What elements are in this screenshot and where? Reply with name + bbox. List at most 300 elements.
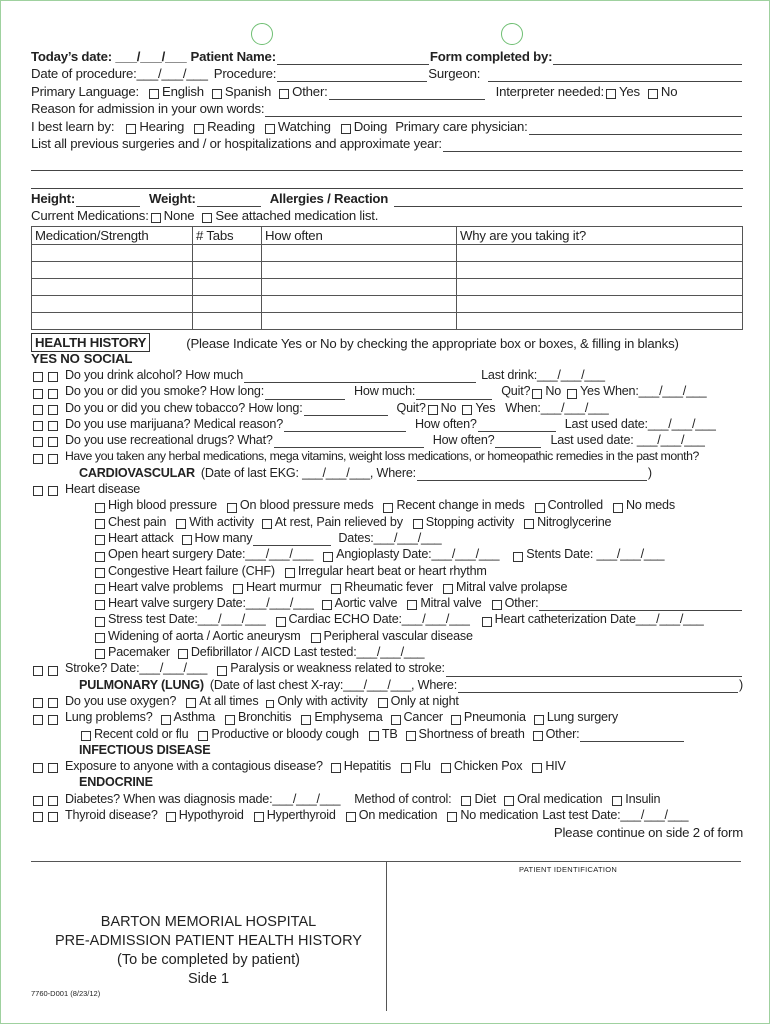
primary-care-physician-label: Primary care physician:: [395, 118, 528, 134]
hiv-checkbox[interactable]: [532, 763, 542, 773]
all-times-label: At all times: [199, 693, 259, 708]
recent-cold-checkbox[interactable]: [81, 731, 91, 741]
stopping-activity-label: Stopping activity: [425, 514, 515, 529]
widening-label: Widening of aorta / Aortic aneurysm: [108, 628, 301, 643]
herbal-yes-checkbox[interactable]: [33, 454, 43, 464]
no-medication-checkbox[interactable]: [447, 812, 457, 822]
smoke-how-much-label: How much:: [354, 384, 416, 399]
medication-table-header: [32, 227, 743, 245]
drugs-yes-checkbox[interactable]: [33, 437, 43, 447]
pulm-other-field[interactable]: [580, 729, 684, 742]
reading-label: Reading: [207, 118, 255, 134]
chest-pain-label: Chest pain: [108, 514, 167, 529]
heart-attack-label: Heart attack: [108, 530, 174, 545]
asthma-checkbox[interactable]: [161, 715, 171, 725]
hyperthyroid-label: Hyperthyroid: [266, 808, 336, 823]
productive-cough-label: Productive or bloody cough: [211, 726, 359, 741]
alcohol-amount-field[interactable]: [244, 370, 476, 383]
height-field[interactable]: [76, 194, 140, 207]
no-meds-checkbox[interactable]: [613, 503, 623, 513]
row-alcohol: [31, 367, 743, 383]
hypothyroid-label: Hypothyroid: [178, 808, 244, 823]
see-attached-label: See attached medication list.: [215, 208, 379, 223]
row-heart-disease: [31, 481, 743, 497]
murmur-label: Heart murmur: [246, 579, 322, 594]
paralysis-label: Paralysis or weakness related to stroke:: [230, 661, 445, 676]
tobacco-when-label: When:___/___/___: [505, 400, 609, 415]
hearing-checkbox[interactable]: [126, 124, 136, 134]
previous-surgeries-line-2[interactable]: [31, 152, 743, 171]
pacemaker-label: Pacemaker: [108, 645, 170, 660]
previous-surgeries-label: List all previous surgeries and / or hospitalizations and approximate year:: [31, 136, 442, 151]
other-language-label: Other:: [292, 83, 328, 99]
surgeon-field[interactable]: [488, 69, 742, 82]
only-activity-label: Only with activity: [277, 693, 368, 708]
heart-disease-yes-checkbox[interactable]: [33, 486, 43, 496]
row-recreational: [31, 432, 743, 448]
row-health-history: [31, 330, 743, 352]
echo-label: Cardiac ECHO Date:___/___/___: [288, 612, 470, 627]
hospital-name: BARTON MEMORIAL HOSPITAL: [100, 914, 317, 930]
row-pacemaker: [31, 644, 743, 660]
open-heart-checkbox[interactable]: [95, 552, 105, 562]
hyperthyroid-checkbox[interactable]: [254, 812, 264, 822]
lung-yes-checkbox[interactable]: [33, 715, 43, 725]
patient-identification-label: PATIENT IDENTIFICATION: [519, 865, 618, 874]
xray-close-paren: ): [739, 677, 743, 692]
smoke-no-checkbox[interactable]: [48, 389, 58, 399]
form-subtitle: (To be completed by patient): [117, 952, 300, 968]
stress-test-checkbox[interactable]: [95, 617, 105, 627]
alcohol-yes-checkbox[interactable]: [33, 372, 43, 382]
tobacco-quit-yes-label: Yes: [475, 400, 496, 415]
row-smoke: [31, 383, 743, 399]
table-row[interactable]: [32, 313, 743, 330]
lung-problems-label: Lung problems?: [65, 710, 153, 725]
see-attached-checkbox[interactable]: [202, 213, 212, 223]
open-heart-label: Open heart surgery Date:___/___/___: [108, 547, 314, 562]
only-night-label: Only at night: [390, 693, 459, 708]
cancer-label: Cancer: [403, 710, 443, 725]
row-high-bp: [31, 497, 743, 513]
productive-cough-checkbox[interactable]: [198, 731, 208, 741]
allergies-field[interactable]: [394, 194, 742, 207]
only-night-checkbox[interactable]: [378, 698, 388, 708]
row-surgeries: [31, 135, 743, 153]
pacemaker-checkbox[interactable]: [95, 649, 105, 659]
date-of-procedure-label: Date of procedure:___/___/___: [31, 66, 208, 81]
sob-checkbox[interactable]: [406, 731, 416, 741]
at-rest-label: At rest, Pain relieved by: [274, 514, 403, 529]
no-meds-label: No meds: [625, 498, 675, 513]
heart-attack-dates-label: Dates:___/___/___: [338, 530, 442, 545]
oral-med-checkbox[interactable]: [504, 796, 514, 806]
emphysema-checkbox[interactable]: [301, 715, 311, 725]
smoke-how-long-field[interactable]: [265, 387, 345, 400]
heart-attack-checkbox[interactable]: [95, 535, 105, 545]
valve-problems-label: Heart valve problems: [108, 579, 223, 594]
exposure-yes-checkbox[interactable]: [33, 763, 43, 773]
irregular-checkbox[interactable]: [285, 568, 295, 578]
row-current-meds: [31, 207, 743, 225]
stents-checkbox[interactable]: [513, 552, 523, 562]
method-of-control-label: Method of control:: [354, 791, 452, 806]
tb-checkbox[interactable]: [369, 731, 379, 741]
side-label: Side 1: [187, 971, 230, 987]
smoke-quit-yes-checkbox[interactable]: [567, 389, 577, 399]
marijuana-how-often-field[interactable]: [478, 419, 556, 432]
medication-table: [31, 226, 743, 330]
ekg-close-paren: ): [647, 465, 652, 480]
tb-label: TB: [381, 726, 398, 741]
no-medication-label: No medication: [460, 808, 539, 823]
health-history-title: HEALTH HISTORY: [31, 333, 150, 352]
nitroglycerine-checkbox[interactable]: [524, 519, 534, 529]
row-learn: [31, 117, 743, 135]
marijuana-label: Do you use marijuana? Medical reason?: [65, 416, 284, 431]
drugs-no-checkbox[interactable]: [48, 437, 58, 447]
col-tabs: # Tabs: [193, 227, 262, 245]
valve-other-field[interactable]: [539, 598, 742, 611]
diet-checkbox[interactable]: [461, 796, 471, 806]
allergies-label: Allergies / Reaction: [269, 190, 389, 206]
diabetes-no-checkbox[interactable]: [48, 796, 58, 806]
oxygen-label: Do you use oxygen?: [65, 693, 177, 708]
form-completed-by-field[interactable]: [553, 52, 742, 65]
tobacco-yes-checkbox[interactable]: [33, 405, 43, 415]
smoke-quit-no-label: No: [545, 384, 562, 399]
drugs-how-often-label: How often?: [432, 433, 495, 448]
lung-surgery-label: Lung surgery: [546, 710, 618, 725]
cancer-checkbox[interactable]: [391, 715, 401, 725]
col-medication: Medication/Strength: [32, 227, 193, 245]
table-row[interactable]: [32, 245, 743, 262]
all-times-checkbox[interactable]: [186, 698, 196, 708]
lung-no-checkbox[interactable]: [48, 715, 58, 725]
high-bp-label: High blood pressure: [108, 498, 217, 513]
on-medication-label: On medication: [358, 808, 438, 823]
hiv-label: HIV: [545, 759, 566, 774]
bp-meds-checkbox[interactable]: [227, 503, 237, 513]
bronchitis-checkbox[interactable]: [225, 715, 235, 725]
recreational-drugs-label: Do you use recreational drugs? What?: [65, 433, 273, 448]
marijuana-no-checkbox[interactable]: [48, 421, 58, 431]
row-valve-problems: [31, 579, 743, 595]
rheumatic-label: Rheumatic fever: [344, 579, 433, 594]
table-row[interactable]: [32, 279, 743, 296]
weight-label: Weight:: [149, 190, 196, 206]
thyroid-yes-checkbox[interactable]: [33, 812, 43, 822]
flu-checkbox[interactable]: [401, 763, 411, 773]
heart-disease-label: Heart disease: [65, 482, 141, 497]
pulm-other-label: Other:: [545, 726, 580, 741]
insulin-checkbox[interactable]: [612, 796, 622, 806]
surgeon-label: Surgeon:: [428, 66, 481, 81]
smoke-yes-checkbox[interactable]: [33, 389, 43, 399]
heart-disease-no-checkbox[interactable]: [48, 486, 58, 496]
tobacco-how-long-field[interactable]: [304, 403, 388, 416]
irregular-label: Irregular heart beat or heart rhythm: [297, 563, 487, 578]
recent-cold-label: Recent cold or flu: [94, 726, 189, 741]
row-endocrine-title: [31, 774, 743, 790]
row-heart-attack: [31, 530, 743, 546]
pneumonia-checkbox[interactable]: [451, 715, 461, 725]
exposure-no-checkbox[interactable]: [48, 763, 58, 773]
pvd-checkbox[interactable]: [311, 633, 321, 643]
mitral-prolapse-checkbox[interactable]: [443, 584, 453, 594]
sob-label: Shortness of breath: [418, 726, 525, 741]
lung-surgery-checkbox[interactable]: [534, 715, 544, 725]
interpreter-needed-label: Interpreter needed:: [495, 83, 604, 99]
previous-surgeries-field[interactable]: [443, 139, 742, 152]
smoke-quit-label: Quit?: [501, 384, 531, 399]
emphysema-label: Emphysema: [314, 710, 383, 725]
diabetes-yes-checkbox[interactable]: [33, 796, 43, 806]
oral-med-label: Oral medication: [517, 791, 603, 806]
reason-for-admission-field[interactable]: [265, 104, 742, 117]
row-recent-cold: [31, 726, 743, 742]
row-marijuana: [31, 416, 743, 432]
xray-where-field[interactable]: [458, 680, 738, 693]
pulmonary-title: PULMONARY (LUNG): [79, 677, 204, 692]
paralysis-field[interactable]: [446, 664, 742, 677]
row-lung-problems: [31, 709, 743, 725]
row-stroke: [31, 660, 743, 676]
chicken-pox-checkbox[interactable]: [441, 763, 451, 773]
health-history-instructions: (Please Indicate Yes or No by checking the appropriate box or boxes, & filling in blanks): [186, 336, 679, 351]
herbal-no-checkbox[interactable]: [48, 454, 58, 464]
marijuana-reason-field[interactable]: [284, 419, 406, 432]
doing-checkbox[interactable]: [341, 124, 351, 134]
row-exposure: [31, 758, 743, 774]
pulm-other-checkbox[interactable]: [533, 731, 543, 741]
row-continue: [31, 823, 743, 841]
nitroglycerine-label: Nitroglycerine: [537, 514, 612, 529]
thyroid-last-test-label: Last test Date:___/___/___: [542, 808, 689, 823]
pneumonia-label: Pneumonia: [463, 710, 526, 725]
ekg-where-field[interactable]: [417, 468, 647, 481]
stroke-yes-checkbox[interactable]: [33, 666, 43, 676]
smoke-how-much-field[interactable]: [416, 387, 492, 400]
watching-checkbox[interactable]: [265, 124, 275, 134]
tobacco-label: Do you or did you chew tobacco? How long:: [65, 400, 303, 415]
hospital-block: [31, 913, 386, 989]
how-many-label: How many: [194, 530, 253, 545]
chf-label: Congestive Heart failure (CHF): [108, 563, 275, 578]
last-drink-label: Last drink:___/___/___: [481, 368, 605, 382]
row-thyroid: [31, 807, 743, 823]
mitral-label: Mitral valve: [420, 596, 482, 611]
recreational-drugs-field[interactable]: [274, 435, 424, 448]
form-content: [31, 47, 743, 841]
valve-other-checkbox[interactable]: [492, 600, 502, 610]
aortic-checkbox[interactable]: [322, 600, 332, 610]
col-how-often: How often: [262, 227, 457, 245]
alcohol-no-checkbox[interactable]: [48, 372, 58, 382]
with-activity-checkbox[interactable]: [176, 519, 186, 529]
cath-label: Heart catheterization Date___/___/___: [494, 612, 704, 627]
ekg-label: (Date of last EKG: ___/___/___, Where:: [200, 465, 416, 480]
current-medications-label: Current Medications:: [31, 208, 149, 223]
row-procedure: [31, 65, 743, 83]
tobacco-quit-no-label: No: [440, 400, 457, 415]
row-pulmonary-title: [31, 677, 743, 693]
continue-note: Please continue on side 2 of form: [553, 825, 743, 841]
drugs-how-often-field[interactable]: [495, 435, 541, 448]
doing-label: Doing: [353, 118, 388, 134]
high-bp-checkbox[interactable]: [95, 503, 105, 513]
english-checkbox[interactable]: [149, 89, 159, 99]
tobacco-quit-label: Quit?: [396, 400, 426, 415]
how-many-checkbox[interactable]: [182, 535, 192, 545]
marijuana-last-used-label: Last used date:___/___/___: [564, 416, 716, 431]
row-tobacco: [31, 400, 743, 416]
oxygen-no-checkbox[interactable]: [48, 698, 58, 708]
recent-change-checkbox[interactable]: [383, 503, 393, 513]
tobacco-no-checkbox[interactable]: [48, 405, 58, 415]
other-language-checkbox[interactable]: [279, 89, 289, 99]
valve-surgery-label: Heart valve surgery Date:___/___/___: [108, 596, 314, 611]
valve-other-label: Other:: [504, 596, 539, 611]
interpreter-no-label: No: [660, 83, 678, 99]
defib-label: Defibrillator / AICD Last tested:___/___/___: [190, 645, 425, 660]
exposure-label: Exposure to anyone with a contagious disease?: [65, 759, 323, 774]
footer-vertical-divider: [386, 861, 387, 1011]
marijuana-how-often-label: How often?: [415, 416, 477, 431]
meds-none-label: None: [163, 208, 195, 223]
marijuana-yes-checkbox[interactable]: [33, 421, 43, 431]
angioplasty-checkbox[interactable]: [323, 552, 333, 562]
procedure-field[interactable]: [277, 69, 427, 82]
asthma-label: Asthma: [173, 710, 216, 725]
stents-label: Stents Date: ___/___/___: [526, 547, 665, 562]
tobacco-quit-yes-checkbox[interactable]: [462, 405, 472, 415]
thyroid-label: Thyroid disease?: [65, 808, 158, 823]
patient-name-field[interactable]: [277, 52, 429, 65]
hearing-label: Hearing: [139, 118, 185, 134]
diabetes-label: Diabetes? When was diagnosis made:___/___/___: [65, 791, 341, 806]
paralysis-checkbox[interactable]: [217, 666, 227, 676]
controlled-checkbox[interactable]: [535, 503, 545, 513]
cardiovascular-title: CARDIOVASCULAR: [79, 465, 195, 480]
previous-surgeries-line-3[interactable]: [31, 171, 743, 190]
murmur-checkbox[interactable]: [233, 584, 243, 594]
table-row[interactable]: [32, 296, 743, 313]
height-label: Height:: [31, 190, 76, 206]
angioplasty-label: Angioplasty Date:___/___/___: [336, 547, 500, 562]
recent-change-label: Recent change in meds: [396, 498, 525, 513]
hypothyroid-checkbox[interactable]: [166, 812, 176, 822]
row-oxygen: [31, 693, 743, 709]
herbal-label: Have you taken any herbal medications, mega vitamins, weight loss medications, or homeopathic remedies in the past month?: [65, 449, 699, 464]
infectious-title: INFECTIOUS DISEASE: [79, 742, 211, 757]
chf-checkbox[interactable]: [95, 568, 105, 578]
row-herbal: [31, 448, 743, 464]
with-activity-label: With activity: [189, 514, 254, 529]
xray-label: (Date of last chest X-ray:___/___/___, Where:: [209, 677, 458, 692]
row-yes-no-social: [31, 352, 743, 367]
row-open-heart: [31, 546, 743, 562]
alcohol-label: Do you drink alcohol? How much: [65, 368, 244, 382]
row-reason: [31, 100, 743, 118]
defib-checkbox[interactable]: [178, 649, 188, 659]
table-row[interactable]: [32, 262, 743, 279]
stopping-activity-checkbox[interactable]: [413, 519, 423, 529]
patient-name-label: Patient Name:: [190, 48, 276, 64]
binder-hole-left: [251, 23, 273, 45]
form-number: 7760-D001 (8/23/12): [31, 989, 101, 998]
smoke-label: Do you or did you smoke? How long:: [65, 384, 265, 399]
smoke-quit-yes-when-label: Yes When:___/___/___: [580, 384, 707, 399]
row-valve-surgery: [31, 595, 743, 611]
tobacco-quit-no-checkbox[interactable]: [428, 405, 438, 415]
interpreter-yes-label: Yes: [618, 83, 640, 99]
thyroid-no-checkbox[interactable]: [48, 812, 58, 822]
footer: [31, 861, 741, 1011]
hepatitis-label: Hepatitis: [343, 759, 391, 774]
procedure-label: Procedure:: [213, 66, 277, 81]
oxygen-yes-checkbox[interactable]: [33, 698, 43, 708]
row-diabetes: [31, 791, 743, 807]
form-completed-by-label: Form completed by:: [429, 48, 553, 64]
pvd-label: Peripheral vascular disease: [323, 628, 473, 643]
row-height-weight: [31, 189, 743, 207]
how-many-field[interactable]: [253, 533, 331, 546]
best-learn-by-label: I best learn by:: [31, 118, 115, 134]
row-todays-date: [31, 47, 743, 65]
binder-hole-right: [501, 23, 523, 45]
weight-field[interactable]: [197, 194, 261, 207]
widening-checkbox[interactable]: [95, 633, 105, 643]
insulin-label: Insulin: [625, 791, 661, 806]
chicken-pox-label: Chicken Pox: [453, 759, 523, 774]
yes-no-header: YES NO: [31, 351, 80, 366]
row-widening: [31, 628, 743, 644]
spanish-checkbox[interactable]: [212, 89, 222, 99]
hepatitis-checkbox[interactable]: [331, 763, 341, 773]
form-title: PRE-ADMISSION PATIENT HEALTH HISTORY: [55, 933, 362, 949]
col-why: Why are you taking it?: [457, 227, 743, 245]
chest-pain-checkbox[interactable]: [95, 519, 105, 529]
valve-surgery-checkbox[interactable]: [95, 600, 105, 610]
primary-care-physician-field[interactable]: [529, 122, 742, 135]
valve-problems-checkbox[interactable]: [95, 584, 105, 594]
smoke-quit-no-checkbox[interactable]: [532, 389, 542, 399]
english-label: English: [162, 83, 204, 99]
on-medication-checkbox[interactable]: [346, 812, 356, 822]
other-language-field[interactable]: [329, 87, 485, 100]
at-rest-checkbox[interactable]: [262, 519, 272, 529]
echo-checkbox[interactable]: [276, 617, 286, 627]
bronchitis-label: Bronchitis: [238, 710, 292, 725]
meds-none-checkbox[interactable]: [151, 213, 161, 223]
stroke-no-checkbox[interactable]: [48, 666, 58, 676]
only-activity-checkbox[interactable]: [266, 700, 274, 708]
primary-language-label: Primary Language:: [31, 83, 140, 99]
interpreter-yes-checkbox[interactable]: [606, 89, 616, 99]
mitral-checkbox[interactable]: [407, 600, 417, 610]
interpreter-no-checkbox[interactable]: [648, 89, 658, 99]
row-chest-pain: [31, 514, 743, 530]
rheumatic-checkbox[interactable]: [331, 584, 341, 594]
cath-checkbox[interactable]: [482, 617, 492, 627]
stroke-label: Stroke? Date:___/___/___: [65, 661, 208, 676]
todays-date-label: Today’s date: ___/___/___: [31, 48, 187, 64]
reading-checkbox[interactable]: [194, 124, 204, 134]
flu-label: Flu: [413, 759, 431, 774]
row-chf: [31, 563, 743, 579]
endocrine-title: ENDOCRINE: [79, 775, 153, 790]
